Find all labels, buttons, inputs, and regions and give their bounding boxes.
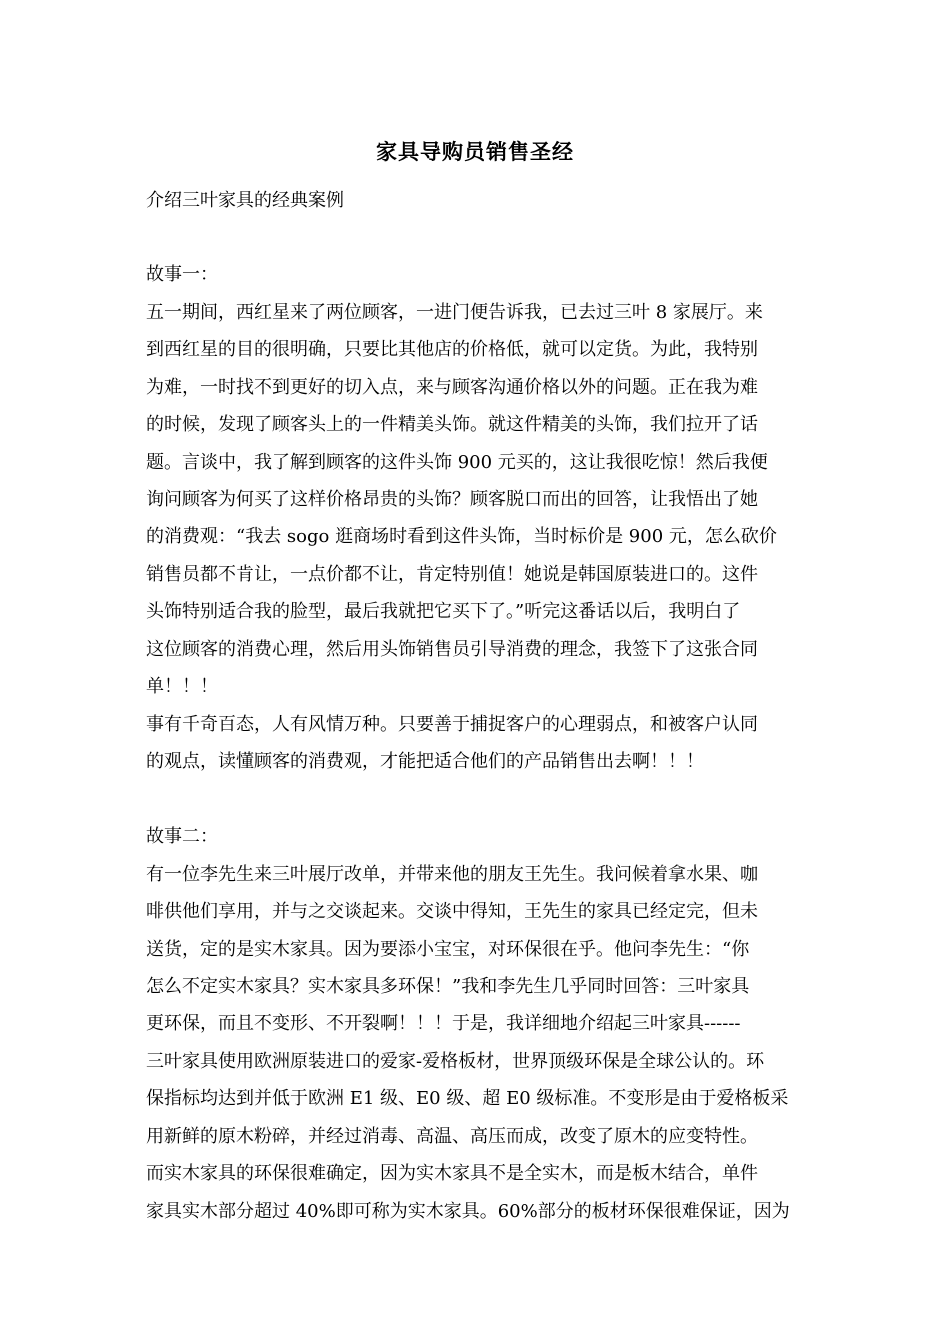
story2-line: 家具实木部分超过 40%即可称为实木家具。60%部分的板材环保很难保证，因为 xyxy=(146,1201,790,1222)
story1-line: 销售员都不肯让，一点价都不让，肯定特别值！她说是韩国原装进口的。这件 xyxy=(146,564,758,585)
document-title: 家具导购员销售圣经 xyxy=(376,140,574,164)
story1-line: 为难，一时找不到更好的切入点，来与顾客沟通价格以外的问题。正在我为难 xyxy=(146,377,758,398)
story1-line: 五一期间，西红星来了两位顾客，一进门便告诉我，已去过三叶 8 家展厅。来 xyxy=(146,302,763,323)
story2-line: 啡供他们享用，并与之交谈起来。交谈中得知，王先生的家具已经定完，但未 xyxy=(146,901,758,922)
story1-line: 到西红星的目的很明确，只要比其他店的价格低，就可以定货。为此，我特别 xyxy=(146,339,758,360)
story1-line: 头饰特别适合我的脸型，最后我就把它买下了。”听完这番话以后，我明白了 xyxy=(146,601,741,622)
story2-line: 三叶家具使用欧洲原装进口的爱家-爱格板材，世界顶级环保是全球公认的。环 xyxy=(146,1051,765,1072)
story2-line: 更环保，而且不变形、不开裂啊！！！于是，我详细地介绍起三叶家具------ xyxy=(146,1013,741,1034)
story2-line: 而实木家具的环保很难确定，因为实木家具不是全实木，而是板木结合，单件 xyxy=(146,1163,758,1184)
story2-line: 怎么不定实木家具？实木家具多环保！”我和李先生几乎同时回答：三叶家具 xyxy=(146,976,750,997)
story2-line: 送货，定的是实木家具。因为要添小宝宝，对环保很在乎。他问李先生：“你 xyxy=(146,939,750,960)
story1-heading: 故事一： xyxy=(146,264,218,285)
story2-line: 有一位李先生来三叶展厅改单，并带来他的朋友王先生。我问候着拿水果、咖 xyxy=(146,864,758,885)
story1-line: 的消费观：“我去 sogo 逛商场时看到这件头饰，当时标价是 900 元，怎么砍价 xyxy=(146,526,777,547)
story2-line: 用新鲜的原木粉碎，并经过消毒、高温、高压而成，改变了原木的应变特性。 xyxy=(146,1126,758,1147)
story1-line: 的观点，读懂顾客的消费观，才能把适合他们的产品销售出去啊！！！ xyxy=(146,751,704,772)
story2-line: 保指标均达到并低于欧洲 E1 级、E0 级、超 E0 级标准。不变形是由于爱格板采 xyxy=(146,1088,789,1109)
story1-line: 单！！！ xyxy=(146,676,218,697)
story2-heading: 故事二： xyxy=(146,826,218,847)
story1-line: 题。言谈中，我了解到顾客的这件头饰 900 元买的，这让我很吃惊！然后我便 xyxy=(146,452,768,473)
story1-line: 的时候，发现了顾客头上的一件精美头饰。就这件精美的头饰，我们拉开了话 xyxy=(146,414,758,435)
story1-line: 这位顾客的消费心理，然后用头饰销售员引导消费的理念，我签下了这张合同 xyxy=(146,639,758,660)
document-subtitle: 介绍三叶家具的经典案例 xyxy=(146,190,344,211)
story1-line: 事有千奇百态，人有风情万种。只要善于捕捉客户的心理弱点，和被客户认同 xyxy=(146,714,758,735)
story1-line: 询问顾客为何买了这样价格昂贵的头饰？顾客脱口而出的回答，让我悟出了她 xyxy=(146,489,758,510)
